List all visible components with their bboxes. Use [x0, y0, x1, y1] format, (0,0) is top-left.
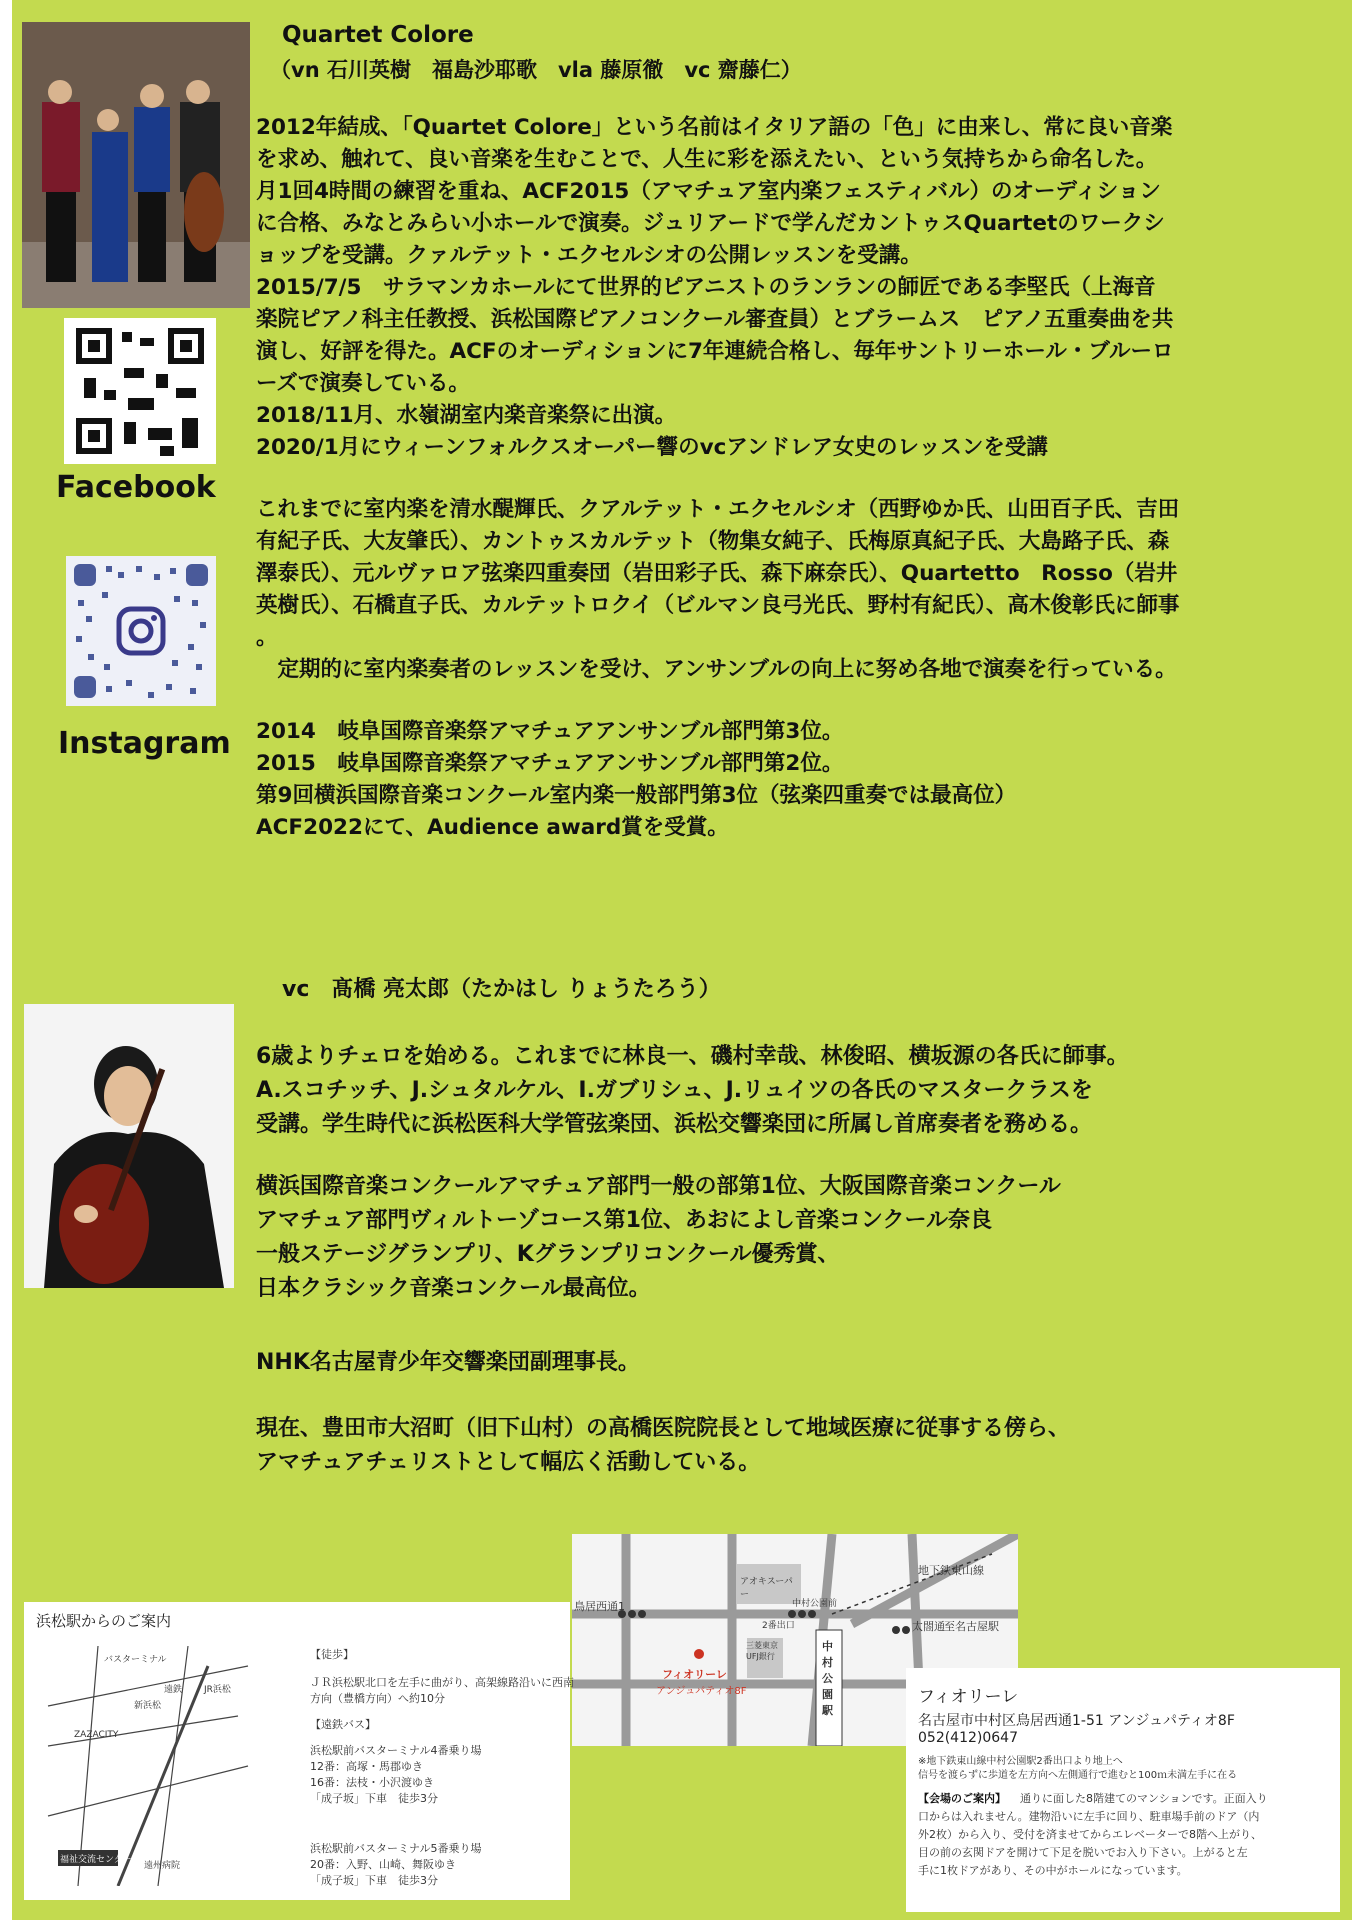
- venue-guide-head: 【会場のご案内】: [918, 1792, 1006, 1805]
- hamamatsu-title: 浜松駅からのご案内: [36, 1612, 172, 1630]
- venue-phone: 052(412)0647: [918, 1730, 1018, 1746]
- quartet-photo: [22, 22, 250, 308]
- venue-info: フィオリーレ 名古屋市中村区鳥居西通1-51 アンジュパティオ8F 052(412)0647 ※地下鉄東山線中村公園駅2番出口より地上へ 信号を渡らずに歩道を左方向へ左側通行で進むと100ｍ未満左手に在る 【会場のご案内】 通りに面した8階建てのマンションです。正面入り 口からは入れません。建物沿いに左手に回り、駐車場手前のドア（内 外2枚）から入り、受付を済ませてからエレベーターで8階へ上がり、 目の前の玄関ドアを開けて下足を脱いでお入り下さい。上がると左 手に1枚ドアがあり、その中がホールになっています。: [906, 1668, 1340, 1912]
- facebook-qr-code[interactable]: [64, 318, 216, 464]
- flyer-page: [12, 0, 1352, 1920]
- instagram-label: Instagram: [58, 726, 231, 761]
- quartet-name: Quartet Colore: [282, 22, 474, 48]
- quartet-teachers: これまでに室内楽を清水醍輝氏、クアルテット・エクセルシオ（西野ゆか氏、山田百子氏、吉田 有紀子氏、大友肇氏）、カントゥスカルテット（物集女純子、氏梅原真紀子氏、大島路子氏、森 澤泰氏）、元ルヴァロア弦楽四重奏団（岩田彩子氏、森下麻奈氏）、Quartetto Rosso（岩井 英樹氏）、石橋直子氏、カルテットロクイ（ビルマン良弓光氏、野村有紀氏）、高木俊彰氏に師事 。 定期的に室内楽奏者のレッスンを受け、アンサンブルの向上に努め各地で演奏を行っている。: [256, 497, 1180, 682]
- cellist-bio-2: 横浜国際音楽コンクールアマチュア部門一般の部第1位、大阪国際音楽コンクール アマチュア部門ヴィルトーゾコース第1位、あおによし音楽コンクール奈良 一般ステージグランプリ、Kグランプリコンクール優秀賞、 日本クラシック音楽コンクール最高位。: [256, 1174, 1061, 1301]
- quartet-members: （vn 石川英樹 福島沙耶歌 vla 藤原徹 vc 齋藤仁）: [270, 58, 802, 82]
- cellist-heading: vc 髙橋 亮太郎（たかはし りょうたろう）: [282, 977, 721, 1002]
- instagram-qr-code[interactable]: [66, 556, 216, 706]
- cellist-bio-3: NHK名古屋青少年交響楽団副理事長。: [256, 1350, 640, 1375]
- quartet-awards: 2014 岐阜国際音楽祭アマチュアアンサンブル部門第3位。 2015 岐阜国際音楽祭アマチュアアンサンブル部門第2位。 第9回横浜国際音楽コンクール室内楽一般部門第3位（弦楽四重奏では最高位） ACF2022にて、Audience award賞を受賞。: [256, 719, 1017, 840]
- facebook-label: Facebook: [56, 470, 216, 505]
- venue-address: 名古屋市中村区鳥居西通1-51 アンジュパティオ8F: [918, 1713, 1235, 1729]
- cellist-bio-4: 現在、豊田市大沼町（旧下山村）の高橋医院院長として地域医療に従事する傍ら、 アマチュアチェリストとして幅広く活動している。: [256, 1416, 1071, 1475]
- cellist-photo: [24, 1004, 234, 1288]
- cellist-bio-1: 6歳よりチェロを始める。これまでに林良一、磯村幸哉、林俊昭、横坂源の各氏に師事。 A.スコチッチ、J.シュタルケル、I.ガブリシュ、J.リュイツの各氏のマスタークラスを 受講。学生時代に浜松医科大学管弦楽団、浜松交響楽団に所属し首席奏者を務める。: [256, 1044, 1129, 1137]
- venue-name: フィオリーレ: [918, 1687, 1019, 1707]
- hamamatsu-guide: 浜松駅からのご案内 バスターミナル 遠鉄 新浜松 ZAZACITY 福祉交流センター JR浜松 遠州病院 【徒歩】 ＪＲ浜松駅北口を左手に曲がり、高架線路沿いに西南 方向（豊橋方向）へ約10分 【遠鉄バス】 浜松駅前バスターミナル4番乗り場 12番：高塚・馬郡ゆき 16番：法枝・小沢渡ゆき 「成子坂」下車 徒歩3分 浜松駅前バスターミナル5番乗り場 20番：入野、山崎、舞阪ゆき 「成子坂」下車 徒歩3分: [24, 1602, 570, 1900]
- quartet-bio: 2012年結成、「Quartet Colore」という名前はイタリア語の「色」に由来し、常に良い音楽 を求め、触れて、良い音楽を生むことで、人生に彩を添えたい、という気持ちから命名した。 月1回4時間の練習を重ね、ACF2015（アマチュア室内楽フェスティバル）のオーディション に合格、みなとみらい小ホールで演奏。ジュリアードで学んだカントゥスQuartetのワークシ ョップを受講。クァルテット・エクセルシオの公開レッスンを受講。 2015/7/5 サラマンカホールにて世界的ピアニストのランランの師匠である李堅氏（上海音 楽院ピアノ科主任教授、浜松国際ピアノコンクール審査員）とブラームス ピアノ五重奏曲を共 演し、好評を得た。ACFのオーディションに7年連続合格し、毎年サントリーホール・ブルーロ ーズで演奏している。 2018/11月、水嶺湖室内楽音楽祭に出演。 2020/1月にウィーンフォルクスオーパー響のvcアンドレア女史のレッスンを受講: [256, 115, 1174, 460]
- venue-map: 地下鉄東山線 鳥居西通1 アオキスーパー 中村公園前 太閤通 至名古屋駅 2番出口 三菱東京UFJ銀行 フィオリーレ アンジュパティオ8F 中村公園駅: [572, 1534, 1018, 1746]
